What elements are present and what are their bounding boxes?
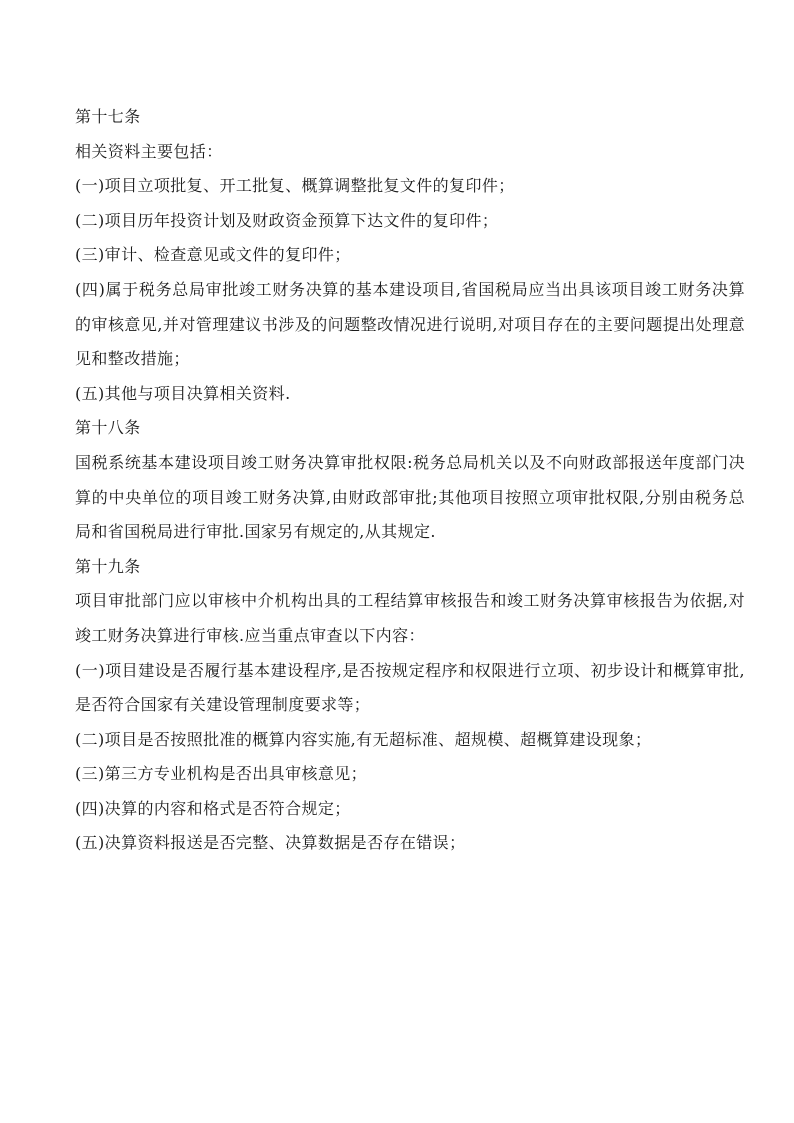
- list-item-4: (四)属于税务总局审批竣工财务决算的基本建设项目,省国税局应当出具该项目竣工财务决算的审核意见,并对管理建议书涉及的问题整改情况进行说明,对项目存在的主要问题提出处理意见和整改措施；: [75, 279, 745, 369]
- paragraph-approval-authority: 国税系统基本建设项目竣工财务决算审批权限:税务总局机关以及不向财政部报送年度部门决算的中央单位的项目竣工财务决算,由财政部审批;其他项目按照立项审批权限,分别由税务总局和省国税局进行审批.国家另有规定的,从其规定.: [75, 452, 745, 542]
- review-item-2: (二)项目是否按照批准的概算内容实施,有无超标准、超规模、超概算建设现象；: [75, 729, 652, 749]
- review-item-5: (五)决算资料报送是否完整、决算数据是否存在错误；: [75, 833, 466, 853]
- paragraph-intro-materials: 相关资料主要包括：: [75, 141, 223, 161]
- article-heading-19: 第十九条: [75, 556, 141, 576]
- list-item-2: (二)项目历年投资计划及财政资金预算下达文件的复印件；: [75, 210, 499, 230]
- review-item-3: (三)第三方专业机构是否出具审核意见；: [75, 764, 368, 784]
- article-heading-17: 第十七条: [75, 107, 141, 126]
- document-body: [75, 100, 745, 861]
- article-heading-18: 第十八条: [75, 418, 141, 438]
- review-item-4: (四)决算的内容和格式是否符合规定；: [75, 798, 351, 818]
- list-item-1: (一)项目立项批复、开工批复、概算调整批复文件的复印件；: [75, 176, 515, 196]
- list-item-3: (三)审计、检查意见或文件的复印件；: [75, 245, 351, 265]
- list-item-5: (五)其他与项目决算相关资料.: [75, 383, 291, 403]
- paragraph-review-basis: 项目审批部门应以审核中介机构出具的工程结算审核报告和竣工财务决算审核报告为依据,对竣工财务决算进行审核.应当重点审查以下内容：: [75, 591, 745, 645]
- review-item-1: (一)项目建设是否履行基本建设程序,是否按规定程序和权限进行立项、初步设计和概算审批,是否符合国家有关建设管理制度要求等；: [75, 660, 745, 715]
